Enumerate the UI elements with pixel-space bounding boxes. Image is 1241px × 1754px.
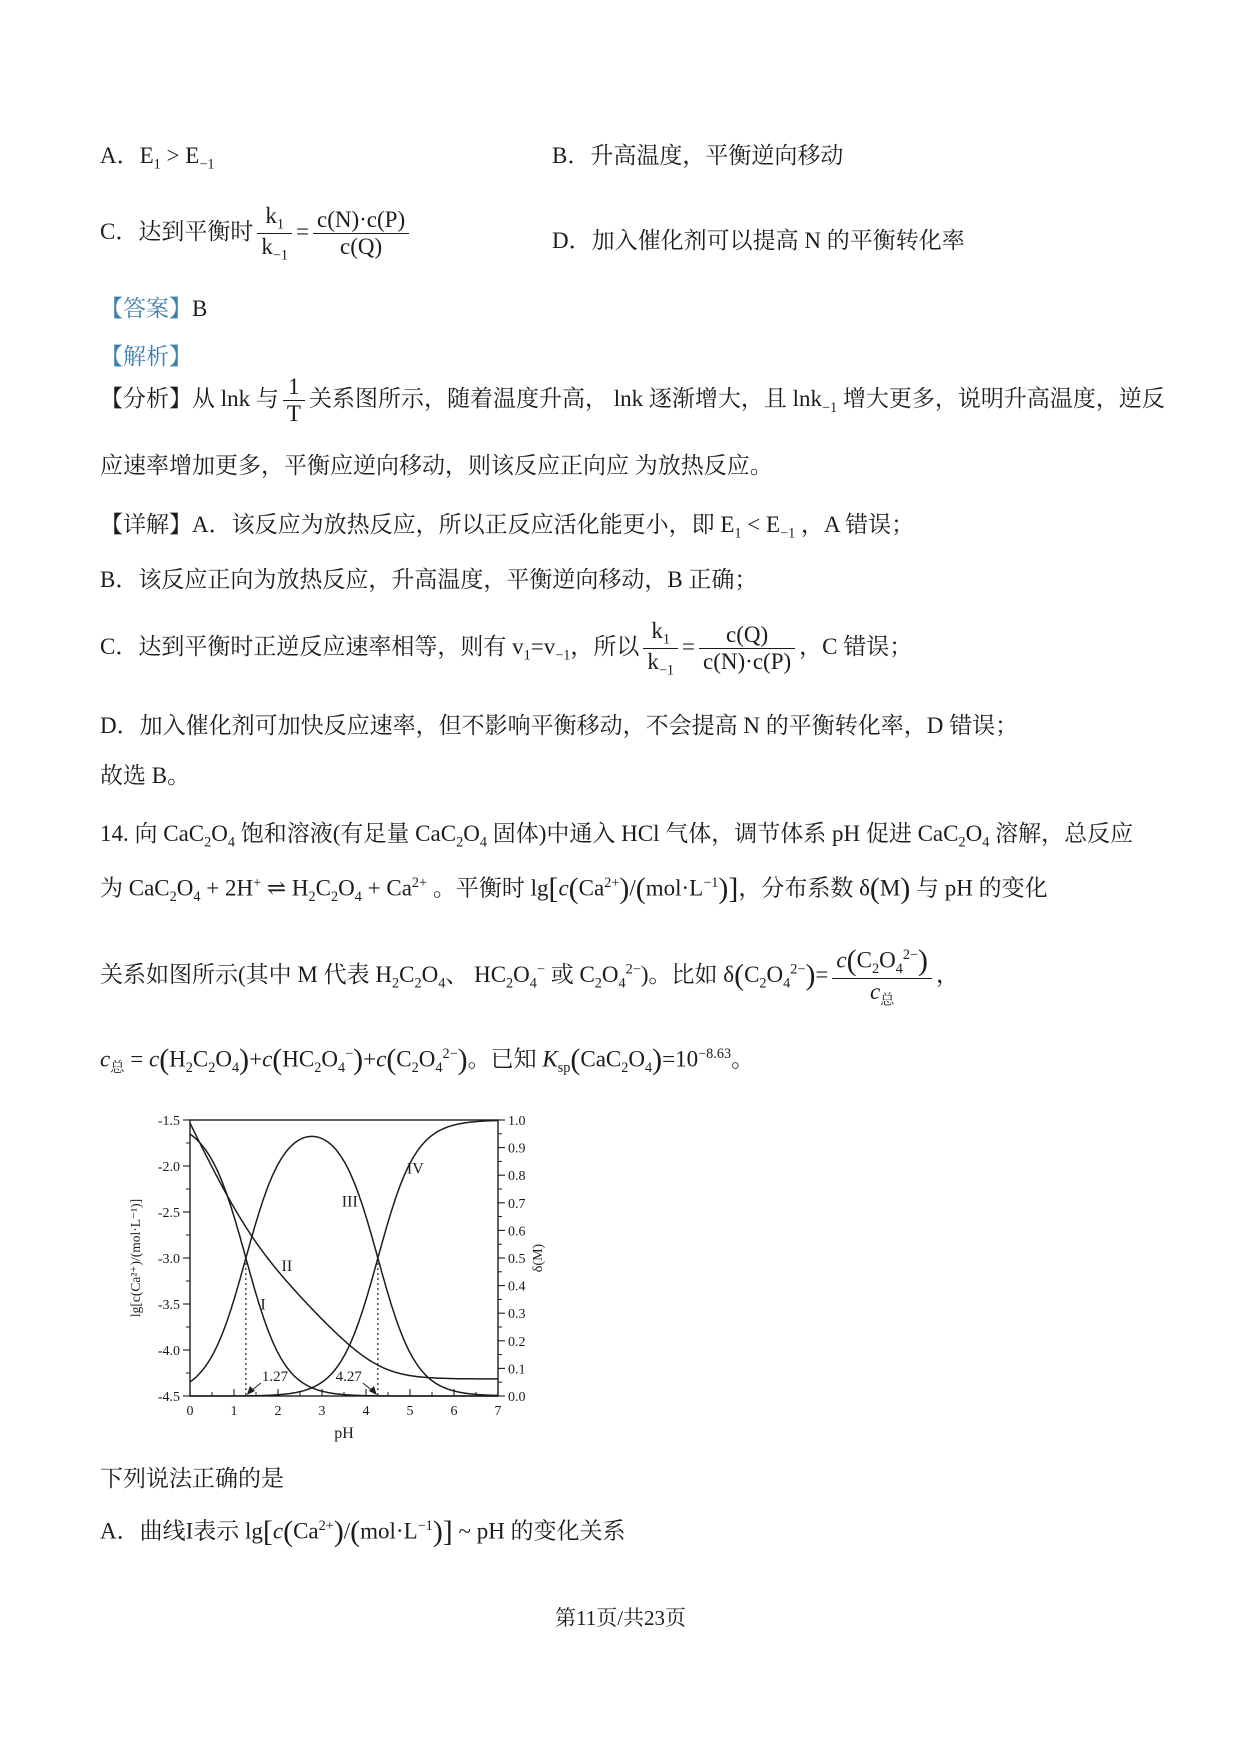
q14-line1: 14. 向 $CaC_2O_4$ 饱和溶液(有足量 $CaC_2O_4$ 固体)中通入 HCl 气体，调节体系 pH 促进 $CaC_2O_4$ 溶解，总反应: [100, 821, 1134, 851]
svg-text:δ(M): δ(M): [531, 1243, 546, 1273]
svg-text:0.2: 0.2: [508, 1334, 526, 1350]
svg-text:II: II: [281, 1257, 293, 1275]
q13-option-d: D．加入催化剂可以提高 N 的平衡转化率: [552, 228, 965, 253]
svg-text:-2.0: -2.0: [157, 1160, 180, 1175]
svg-text:lg[c(Ca²⁺)/(mol·L⁻¹)]: lg[c(Ca²⁺)/(mol·L⁻¹)]: [128, 1198, 143, 1318]
q13-option-a: A．$E_1 > E_{-1}$: [100, 143, 215, 173]
svg-text:1: 1: [230, 1404, 238, 1419]
svg-text:1.27: 1.27: [261, 1369, 289, 1385]
svg-text:pH: pH: [334, 1425, 354, 1442]
q14-option-a: A．曲线I表示 $\lg[c(Ca^{2+})/(mol\cdot L^{-1})]$ ~ pH 的变化关系: [100, 1515, 626, 1548]
page-footer: 第11页/共23页: [554, 1606, 687, 1630]
svg-text:0.5: 0.5: [508, 1252, 526, 1267]
svg-text:1.0: 1.0: [508, 1114, 526, 1129]
distribution-chart: [126, 1104, 558, 1454]
q14-ask: 下列说法正确的是: [100, 1466, 284, 1491]
svg-text:0: 0: [186, 1404, 194, 1419]
q13-option-b: B．升高温度，平衡逆向移动: [552, 143, 844, 168]
conclusion: 故选 B。: [100, 763, 191, 788]
svg-text:0.0: 0.0: [508, 1390, 526, 1405]
svg-text:-3.5: -3.5: [157, 1298, 180, 1313]
svg-text:0.6: 0.6: [508, 1224, 526, 1240]
svg-text:III: III: [341, 1193, 358, 1211]
svg-text:0.8: 0.8: [508, 1169, 526, 1185]
svg-text:I: I: [260, 1296, 266, 1314]
analysis-line2: 应速率增加更多，平衡应逆向移动，则该反应正向应 为放热反应。: [100, 453, 773, 478]
svg-text:-4.5: -4.5: [157, 1390, 180, 1405]
svg-text:0.7: 0.7: [508, 1196, 526, 1212]
q14-line4: $c_总 = c(H_2C_2O_4)+c(HC_2O_4^-)+c(C_2O_4^{2-})$。已知 $K_{sp}(CaC_2O_4)=10^{-8.63}$。: [100, 1043, 755, 1077]
svg-text:0.1: 0.1: [508, 1362, 526, 1378]
svg-text:0.3: 0.3: [508, 1307, 526, 1323]
answer-line: [100, 293, 207, 324]
answer-tag: 【答案】: [100, 296, 192, 321]
svg-text:7: 7: [494, 1404, 502, 1419]
svg-text:2: 2: [274, 1404, 282, 1419]
detail-b: B．该反应正向为放热反应，升高温度，平衡逆向移动，B 正确；: [100, 567, 758, 592]
svg-text:5: 5: [406, 1404, 414, 1419]
analysis-tag: 【解析】: [100, 344, 192, 369]
q14-line3: 关系如图所示(其中 M 代表 $H_2C_2O_4$、 $HC_2O_4^-$ 或 $C_2O_4^{2-}$)。比如 $\delta(C_2O_4^{2-})=$ $c(C_2O_4^{2-})$ $c_总$ ，: [100, 944, 959, 1009]
q13-option-c: C．达到平衡时 $\frac{k_1}{k_{-1}}$ = $\frac{c(N)\cdot c(P)}{c(Q)}$: [100, 203, 413, 264]
svg-text:-3.0: -3.0: [157, 1252, 180, 1267]
svg-text:6: 6: [450, 1404, 458, 1419]
chart-canvas: [126, 1104, 558, 1446]
svg-text:4: 4: [362, 1404, 370, 1419]
answer-value: B: [192, 296, 208, 321]
svg-text:IV: IV: [406, 1160, 424, 1178]
analysis-line1: 【分析】从 lnk 与 $\frac{1}{T}$ 关系图所示，随着温度升高， lnk 逐渐增大，且 lnk$_{-1}$ 增大更多，说明升高温度，逆反: [100, 374, 1165, 427]
svg-text:0.9: 0.9: [508, 1141, 526, 1157]
svg-text:-4.0: -4.0: [157, 1344, 180, 1359]
svg-text:-1.5: -1.5: [157, 1114, 180, 1129]
detail-c: C．达到平衡时正逆反应速率相等，则有 $v_1=v_{-1}$，所以 $\frac{k_1}{k_{-1}}$ = $\frac{c(Q)}{c(N)\cdot c(P)}$ ，C 错误；: [100, 618, 913, 679]
svg-text:0.4: 0.4: [508, 1279, 526, 1295]
q14-line2: 为 $CaC_2O_4 + 2H^+$ ⇌ $H_2C_2O_4 + Ca^{2+}$ 。平衡时 $\lg[c(Ca^{2+})/(mol\cdot L^{-1})]$，分布系数 δ(M) 与 pH 的变化: [100, 872, 1048, 906]
svg-text:3: 3: [318, 1404, 326, 1419]
detail-a: 【详解】A．该反应为放热反应，所以正反应活化能更小，即 $E_1 < E_{-1}$ ，A 错误；: [100, 512, 915, 542]
detail-d: D．加入催化剂可加快反应速率，但不影响平衡移动，不会提高 N 的平衡转化率，D 错误；: [100, 713, 1019, 738]
svg-text:4.27: 4.27: [335, 1369, 362, 1385]
svg-text:-2.5: -2.5: [157, 1206, 180, 1221]
